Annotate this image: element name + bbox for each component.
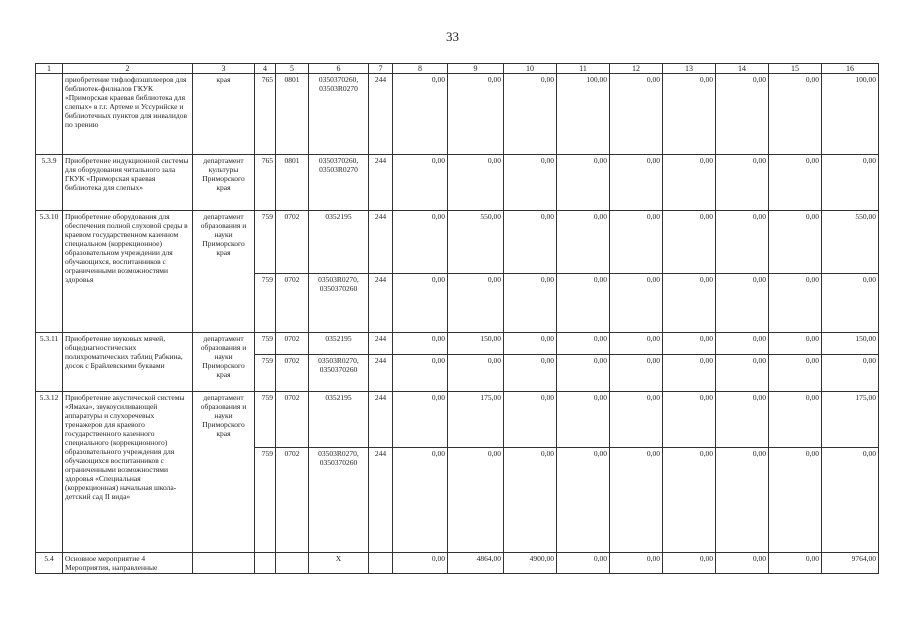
column-number: 13	[663, 64, 716, 74]
cell-c15: 0,00	[769, 74, 822, 155]
item-description: приобретение тифлофлэшплееров для библиотек-филиалов ГКУК «Приморская краевая библиотека для слепых» в г.г. Артеме и Уссурийске и библиотечных пунктов для инвалидов по зрению	[63, 74, 193, 155]
item-description: Приобретение звуковых мячей, общедиагностических полихроматических таблиц Рабкина, досок с Брайлевскими буквами	[63, 333, 193, 392]
cell-c4: 759	[255, 392, 276, 448]
cell-c9: 0,00	[448, 448, 504, 553]
column-number: 16	[822, 64, 879, 74]
cell-c13: 0,00	[663, 74, 716, 155]
cell-c16: 0,00	[822, 155, 879, 211]
cell-c9: 4864,00	[448, 553, 504, 574]
cell-c8: 0,00	[393, 355, 448, 392]
cell-c4: 759	[255, 274, 276, 333]
cell-c16: 0,00	[822, 355, 879, 392]
cell-c13: 0,00	[663, 553, 716, 574]
cell-c13: 0,00	[663, 392, 716, 448]
column-number: 4	[255, 64, 276, 74]
executor: департамент образования и науки Приморского края	[193, 211, 255, 333]
cell-c13: 0,00	[663, 355, 716, 392]
cell-c11: 0,00	[557, 274, 610, 333]
table-row	[36, 333, 879, 355]
cell-c6: X	[309, 553, 369, 574]
column-number: 3	[193, 64, 255, 74]
item-description: Приобретение акустической системы «Ямаха», звукоусиливающей аппаратуры и слухоречевых тренажеров для краевого государственного казенного специального (коррекционного) образовательного учреждения для обучающихся воспитанников с ограниченными возможностями здоровья «Специальная (коррекционная) начальная школа-детский сад II вида»	[63, 392, 193, 553]
cell-c16: 100,00	[822, 74, 879, 155]
cell-c7: 244	[369, 355, 393, 392]
cell-c15: 0,00	[769, 155, 822, 211]
cell-c4: 765	[255, 74, 276, 155]
cell-c13: 0,00	[663, 274, 716, 333]
executor: края	[193, 74, 255, 155]
cell-c14: 0,00	[716, 74, 769, 155]
cell-c13: 0,00	[663, 211, 716, 274]
cell-c12: 0,00	[610, 274, 663, 333]
cell-c8: 0,00	[393, 211, 448, 274]
cell-c7: 244	[369, 211, 393, 274]
item-number: 5.3.11	[36, 333, 63, 392]
item-number: 5.3.12	[36, 392, 63, 553]
cell-c10: 0,00	[504, 74, 557, 155]
cell-c15: 0,00	[769, 333, 822, 355]
cell-c10: 0,00	[504, 274, 557, 333]
cell-c8: 0,00	[393, 553, 448, 574]
cell-c4: 759	[255, 211, 276, 274]
budget-table	[35, 63, 879, 574]
cell-c15: 0,00	[769, 211, 822, 274]
cell-c4: 759	[255, 355, 276, 392]
cell-c12: 0,00	[610, 392, 663, 448]
cell-c12: 0,00	[610, 553, 663, 574]
cell-c16: 150,00	[822, 333, 879, 355]
cell-c14: 0,00	[716, 355, 769, 392]
table-row	[36, 155, 879, 211]
cell-c4: 765	[255, 155, 276, 211]
cell-c8: 0,00	[393, 448, 448, 553]
cell-c14: 0,00	[716, 274, 769, 333]
cell-c4: 759	[255, 448, 276, 553]
cell-c12: 0,00	[610, 74, 663, 155]
cell-c14: 0,00	[716, 553, 769, 574]
cell-c11: 0,00	[557, 355, 610, 392]
cell-c11: 0,00	[557, 553, 610, 574]
cell-c5: 0702	[276, 448, 309, 553]
cell-c5: 0801	[276, 74, 309, 155]
item-number: 5.4	[36, 553, 63, 574]
column-number: 1	[36, 64, 63, 74]
column-number-row	[36, 64, 879, 74]
cell-c15: 0,00	[769, 448, 822, 553]
cell-c6: 03503R0270, 0350370260	[309, 355, 369, 392]
cell-c15: 0,00	[769, 274, 822, 333]
column-number: 8	[393, 64, 448, 74]
cell-c5	[276, 553, 309, 574]
item-number	[36, 74, 63, 155]
cell-c15: 0,00	[769, 392, 822, 448]
cell-c7: 244	[369, 74, 393, 155]
cell-c5: 0702	[276, 392, 309, 448]
cell-c4: 759	[255, 333, 276, 355]
cell-c10: 0,00	[504, 448, 557, 553]
cell-c7: 244	[369, 155, 393, 211]
cell-c15: 0,00	[769, 355, 822, 392]
cell-c6: 0352195	[309, 392, 369, 448]
cell-c15: 0,00	[769, 553, 822, 574]
item-description: Приобретение оборудования для обеспечения полной слуховой среды в краевом государственном казенном специальном (коррекционное) образовательном учреждении для обучающихся, воспитанников с ограниченными возможностями здоровья	[63, 211, 193, 333]
cell-c14: 0,00	[716, 155, 769, 211]
cell-c9: 550,00	[448, 211, 504, 274]
cell-c11: 0,00	[557, 392, 610, 448]
cell-c9: 150,00	[448, 333, 504, 355]
cell-c16: 175,00	[822, 392, 879, 448]
cell-c11: 0,00	[557, 211, 610, 274]
cell-c9: 0,00	[448, 274, 504, 333]
cell-c4	[255, 553, 276, 574]
cell-c6: 0350370260, 03503R0270	[309, 74, 369, 155]
cell-c11: 100,00	[557, 74, 610, 155]
cell-c5: 0702	[276, 333, 309, 355]
cell-c16: 9764,00	[822, 553, 879, 574]
cell-c10: 4900,00	[504, 553, 557, 574]
column-number: 7	[369, 64, 393, 74]
cell-c9: 0,00	[448, 355, 504, 392]
cell-c11: 0,00	[557, 448, 610, 553]
item-number: 5.3.10	[36, 211, 63, 333]
cell-c11: 0,00	[557, 155, 610, 211]
cell-c6: 03503R0270, 0350370260	[309, 448, 369, 553]
cell-c5: 0801	[276, 155, 309, 211]
cell-c13: 0,00	[663, 448, 716, 553]
column-number: 9	[448, 64, 504, 74]
cell-c16: 0,00	[822, 274, 879, 333]
cell-c6: 0350370260, 03503R0270	[309, 155, 369, 211]
cell-c14: 0,00	[716, 448, 769, 553]
cell-c9: 0,00	[448, 155, 504, 211]
column-number: 5	[276, 64, 309, 74]
column-number: 14	[716, 64, 769, 74]
cell-c5: 0702	[276, 274, 309, 333]
executor	[193, 553, 255, 574]
cell-c12: 0,00	[610, 355, 663, 392]
column-number: 2	[63, 64, 193, 74]
cell-c7: 244	[369, 274, 393, 333]
cell-c11: 0,00	[557, 333, 610, 355]
cell-c12: 0,00	[610, 211, 663, 274]
cell-c13: 0,00	[663, 155, 716, 211]
cell-c8: 0,00	[393, 392, 448, 448]
item-description: Приобретение индукционной системы для оборудования читального зала ГКУК «Приморская краевая библиотека для слепых»	[63, 155, 193, 211]
cell-c10: 0,00	[504, 155, 557, 211]
cell-c13: 0,00	[663, 333, 716, 355]
cell-c10: 0,00	[504, 333, 557, 355]
table-row	[36, 392, 879, 448]
cell-c7: 244	[369, 448, 393, 553]
cell-c10: 0,00	[504, 211, 557, 274]
table-row	[36, 553, 879, 574]
table-row	[36, 211, 879, 274]
cell-c7: 244	[369, 333, 393, 355]
executor: департамент культуры Приморского края	[193, 155, 255, 211]
cell-c12: 0,00	[610, 448, 663, 553]
cell-c8: 0,00	[393, 74, 448, 155]
executor: департамент образования и науки Приморского края	[193, 392, 255, 553]
cell-c7: 244	[369, 392, 393, 448]
cell-c6: 0352195	[309, 211, 369, 274]
cell-c10: 0,00	[504, 392, 557, 448]
column-number: 6	[309, 64, 369, 74]
cell-c9: 0,00	[448, 74, 504, 155]
column-number: 12	[610, 64, 663, 74]
cell-c16: 0,00	[822, 448, 879, 553]
cell-c8: 0,00	[393, 333, 448, 355]
cell-c14: 0,00	[716, 392, 769, 448]
cell-c6: 0352195	[309, 333, 369, 355]
cell-c5: 0702	[276, 211, 309, 274]
executor: департамент образования и науки Приморского края	[193, 333, 255, 392]
cell-c14: 0,00	[716, 333, 769, 355]
cell-c10: 0,00	[504, 355, 557, 392]
cell-c8: 0,00	[393, 155, 448, 211]
cell-c16: 550,00	[822, 211, 879, 274]
cell-c9: 175,00	[448, 392, 504, 448]
cell-c8: 0,00	[393, 274, 448, 333]
column-number: 10	[504, 64, 557, 74]
cell-c7	[369, 553, 393, 574]
cell-c12: 0,00	[610, 333, 663, 355]
cell-c12: 0,00	[610, 155, 663, 211]
cell-c6: 03503R0270, 0350370260	[309, 274, 369, 333]
column-number: 15	[769, 64, 822, 74]
column-number: 11	[557, 64, 610, 74]
table-row	[36, 74, 879, 155]
item-number: 5.3.9	[36, 155, 63, 211]
page-number: 33	[446, 29, 459, 44]
cell-c5: 0702	[276, 355, 309, 392]
item-description: Основное мероприятие 4 Мероприятия, направленные	[63, 553, 193, 574]
cell-c14: 0,00	[716, 211, 769, 274]
